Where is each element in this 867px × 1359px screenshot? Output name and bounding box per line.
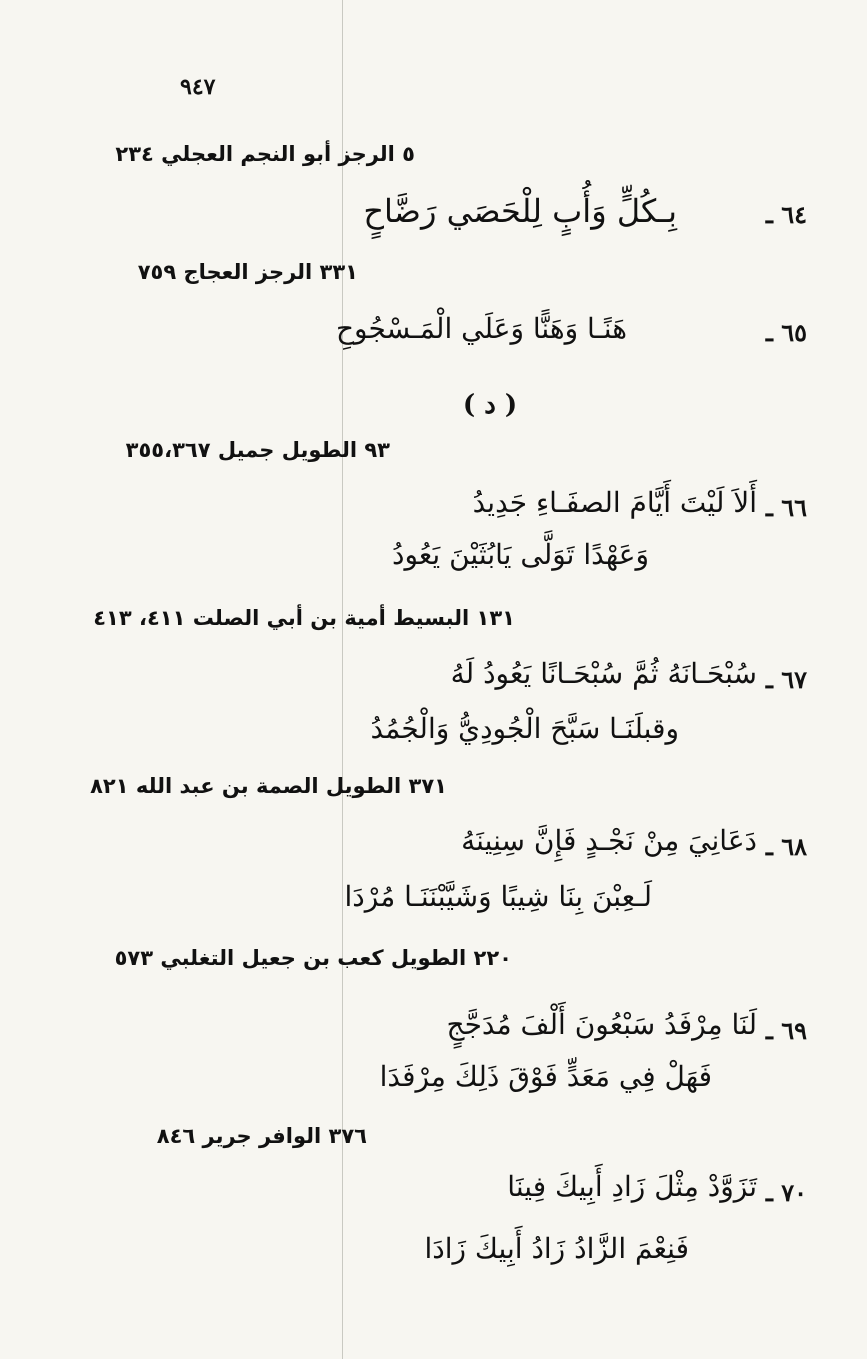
verse-line: فَنِعْمَ الزَّادُ زَادُ أَبِيكَ زَادَا xyxy=(424,1232,689,1265)
verse-source-ref: ٣٧١ الطويل الصمة بن عبد الله ٨٢١ xyxy=(90,774,447,798)
page-number: ٩٤٧ xyxy=(180,74,216,100)
verse-line: بِـكُلٍّ وَأُبٍ لِلْحَصَي رَضَّاحٍ xyxy=(363,192,677,230)
section-heading: ( د ) xyxy=(462,390,518,420)
verse-number: ٦٩ ـ xyxy=(765,1016,807,1045)
verse-source-ref: ٥ الرجز أبو النجم العجلي ٢٣٤ xyxy=(115,142,415,166)
verse-line: لَـعِبْنَ بِنَا شِيبًا وَشَيَّبْنَنَـا مُرْدَا xyxy=(344,880,652,913)
verse-number: ٦٦ ـ xyxy=(765,493,807,522)
verse-number: ٦٧ ـ xyxy=(765,665,807,694)
verse-source-ref: ٣٧٦ الوافر جرير ٨٤٦ xyxy=(156,1124,367,1148)
verse-line: سُبْحَـانَهُ ثُمَّ سُبْحَـانًا يَعُودُ لَهُ xyxy=(450,657,757,690)
verse-number: ٧٠ ـ xyxy=(765,1178,807,1207)
verse-line: دَعَانِيَ مِنْ نَجْـدٍ فَإِنَّ سِنِينَهُ xyxy=(461,824,757,857)
verse-number: ٦٤ ـ xyxy=(765,200,807,229)
verse-line: وقبلَنَـا سَبَّحَ الْجُودِيُّ وَالْجُمُدُ xyxy=(370,712,679,745)
verse-source-ref: ١٣١ البسيط أمية بن أبي الصلت ٤١١، ٤١٣ xyxy=(93,606,515,630)
verse-number: ٦٥ ـ xyxy=(765,318,807,347)
verse-source-ref: ٢٢٠ الطويل كعب بن جعيل التغلبي ٥٧٣ xyxy=(114,946,512,970)
verse-line: لَنَا مِرْفَدُ سَبْعُونَ أَلْفَ مُدَجَّجٍ xyxy=(446,1008,757,1041)
verse-number: ٦٨ ـ xyxy=(765,832,807,861)
verse-line: وَعَهْدًا تَوَلَّى يَابُثَيْنَ يَعُودُ xyxy=(391,538,649,571)
verse-source-ref: ٣٣١ الرجز العجاج ٧٥٩ xyxy=(137,260,358,284)
verse-line: فَهَلْ فِي مَعَدٍّ فَوْقَ ذَلِكَ مِرْفَدَا xyxy=(379,1060,712,1093)
verse-line: تَزَوَّدْ مِثْلَ زَادِ أَبِيكَ فِينَا xyxy=(507,1170,757,1203)
page-fold-line xyxy=(342,0,343,1359)
verse-line: أَلاَ لَيْتَ أَيَّامَ الصفَـاءِ جَدِيدُ xyxy=(472,486,757,519)
verse-source-ref: ٩٣ الطويل جميل ٣٥٥،٣٦٧ xyxy=(125,438,390,462)
verse-line: هَنًـا وَهَنًّا وَعَلَي الْمَـسْجُوحِ xyxy=(335,312,627,345)
